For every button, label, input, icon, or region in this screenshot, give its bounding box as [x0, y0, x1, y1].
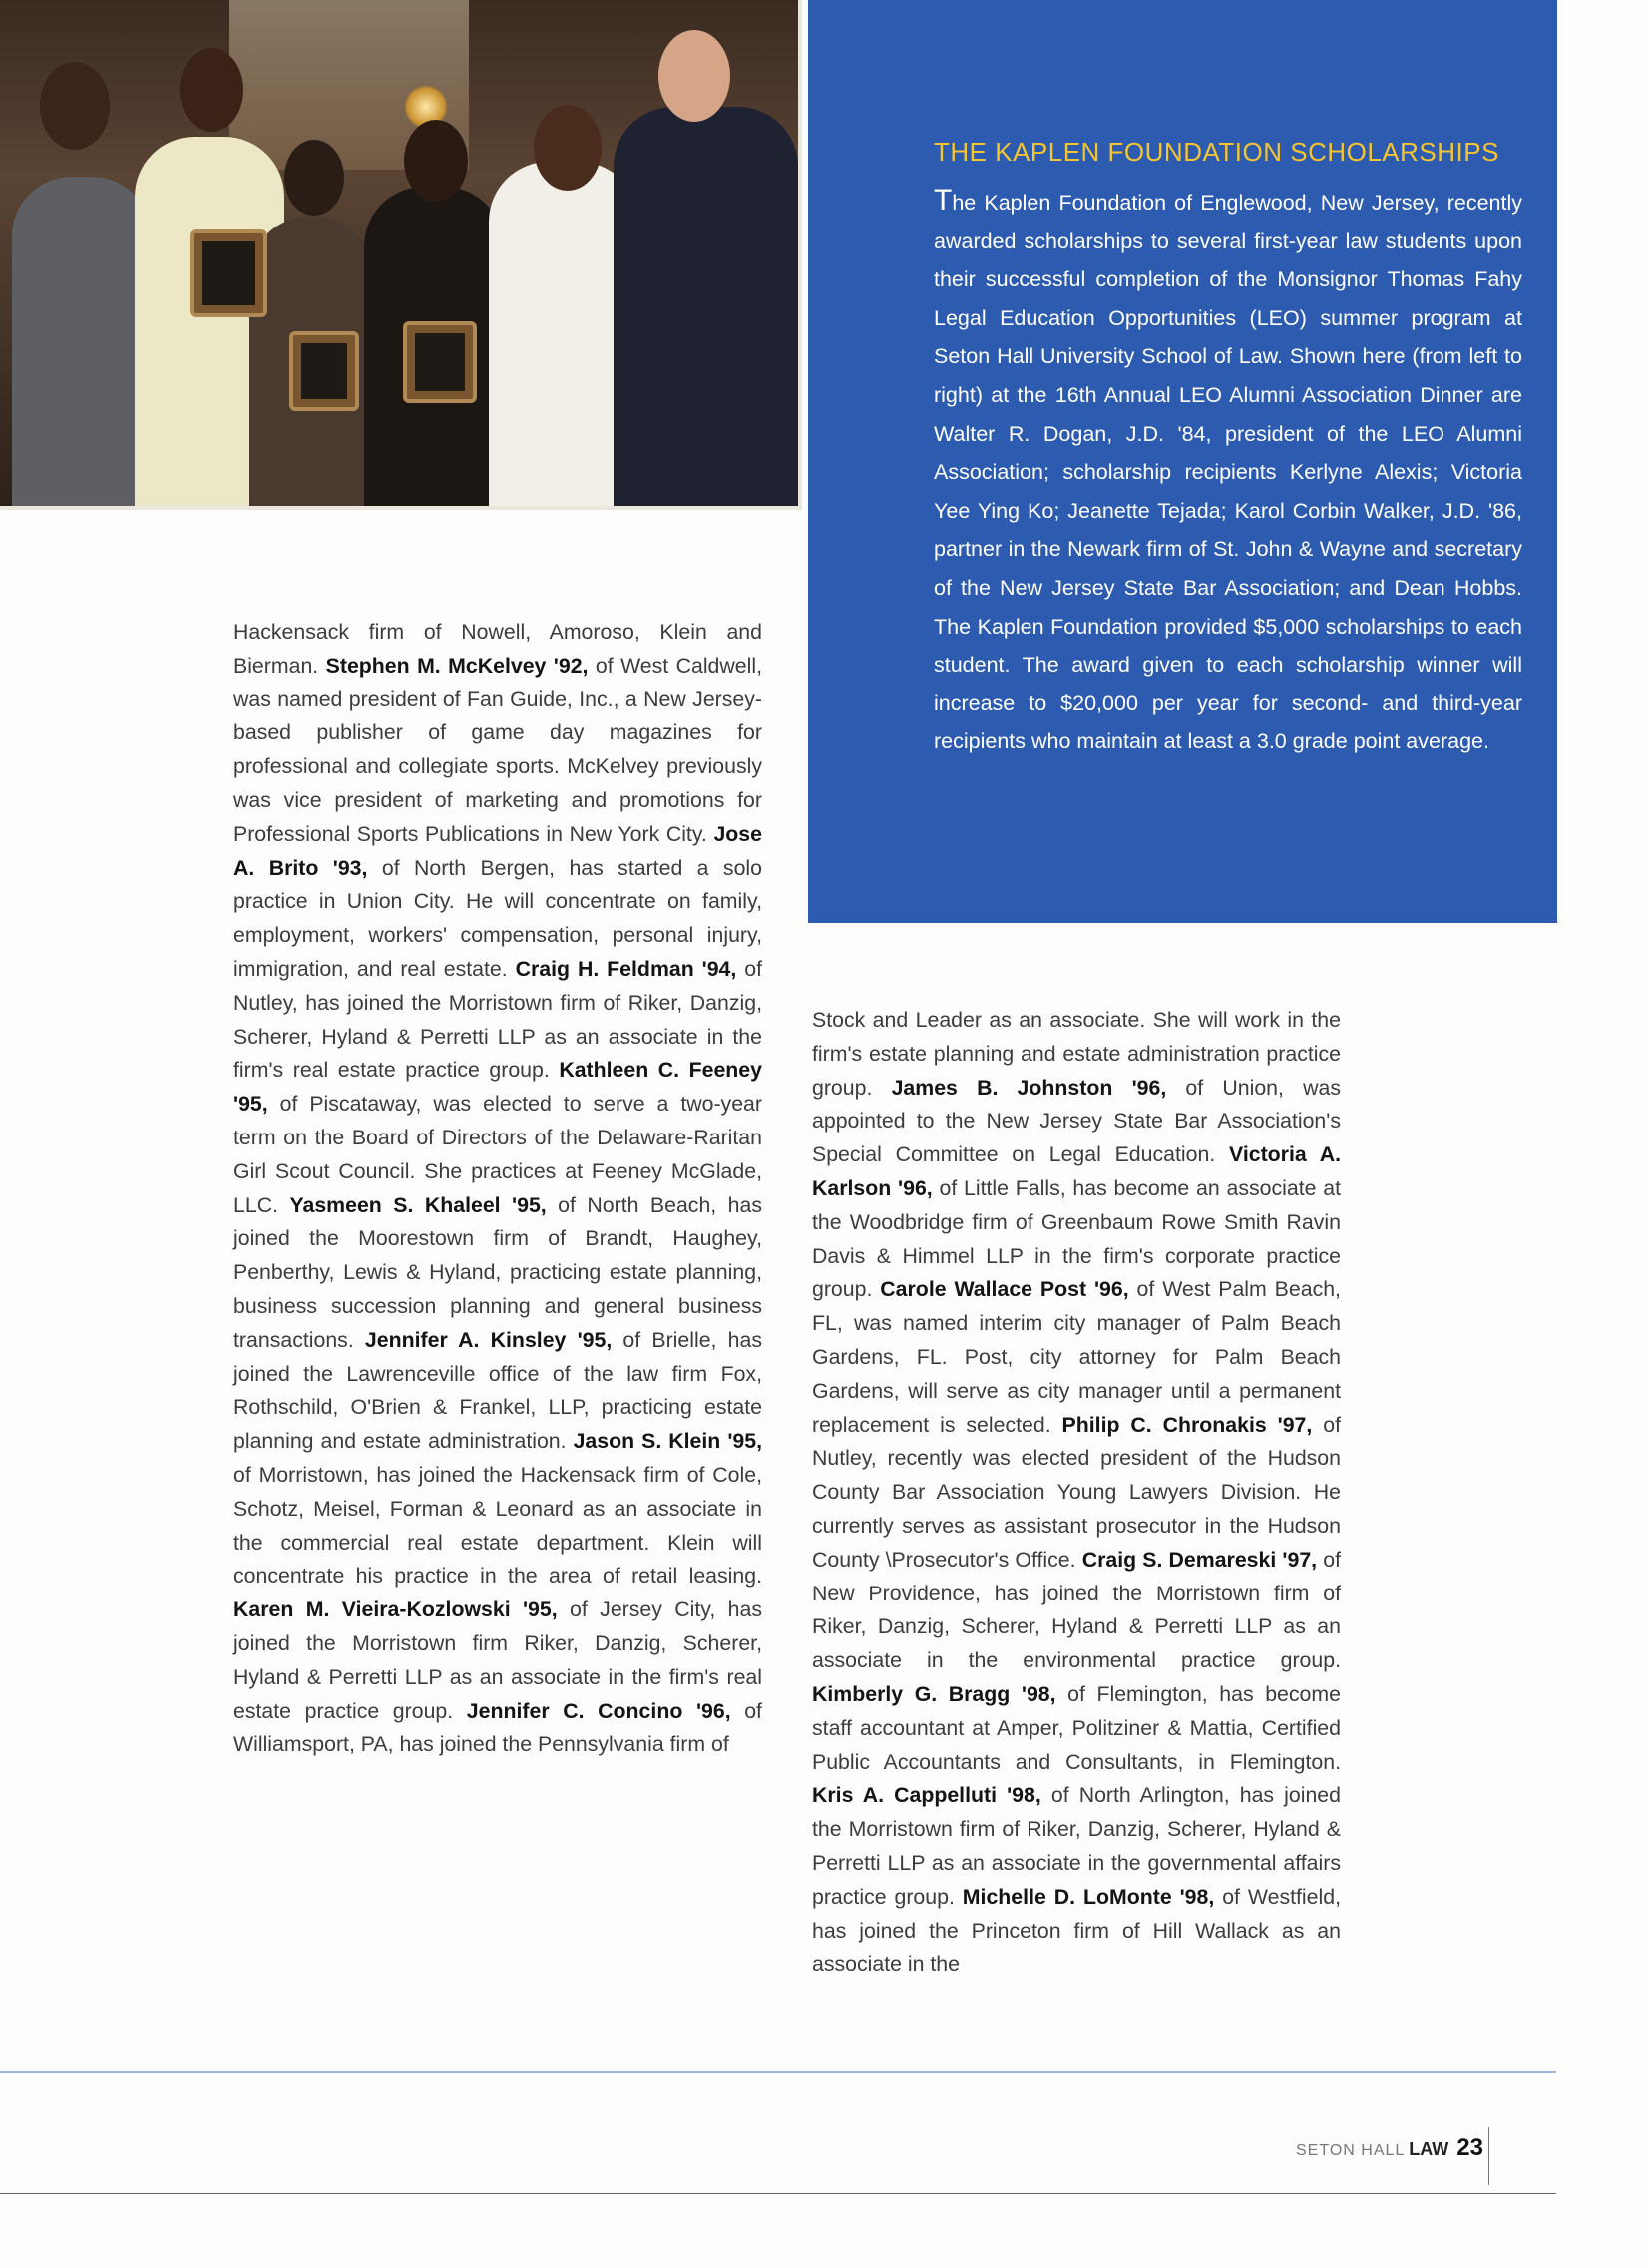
person-1-head: [40, 62, 110, 150]
sidebar-body-text: he Kaplen Foundation of Englewood, New Jersey, recently awarded scholarships to several first-year law students upon their successful completion of the Monsignor Thomas Fahy Legal Education Opportunities (LEO) summer program at Seton Hall University School of Law. Shown here (from left to right) at the 16th Annual LEO Alumni Association Dinner are Walter R. Dogan, J.D. '84, president of the LEO Alumni Association; scholarship recipients Kerlyne Alexis; Victoria Yee Ying Ko; Jeanette Tejada; Karol Corbin Walker, J.D. '86, partner in the Newark firm of St. John & Wayne and secretary of the New Jersey State Bar Association; and Dean Hobbs. The Kaplen Foundation provided $5,000 scholarships to each student. The award given to each scholarship winner will increase to $20,000 per year for second- and third-year recipients who maintain at least a 3.0 grade point average.: [934, 191, 1522, 754]
person-6-head: [658, 30, 730, 122]
alumni-note-text: of West Caldwell, was named president of Fan Guide, Inc., a New Jersey-based publisher of game day magazines for professional and collegiate sports. McKelvey previously was vice president of marketing and promotions for Professional Sports Publications in New York City.: [233, 653, 763, 846]
alumni-note-text: of Jersey City, has joined the Morristown firm Riker, Danzig, Scherer, Hyland & Perretti LLP as an associate in the firm's real estate practice group.: [233, 1597, 762, 1723]
alumnus-name: Karen M. Vieira-Kozlowski '95,: [233, 1597, 558, 1622]
alumni-note-text: of Nutley, has joined the Morristown firm of Riker, Danzig, Scherer, Hyland & Perretti LLP as an associate in the firm's real estate practice group.: [233, 956, 763, 1083]
alumni-notes-column-1: [233, 616, 762, 1762]
alumni-note-text: of Morristown, has joined the Hackensack firm of Cole, Schotz, Meisel, Forman & Leonard as an associate in the commercial real estate department. Klein will concentrate his practice in the area of retail leasing.: [233, 1462, 762, 1588]
alumni-note-text: of Nutley, recently was elected president of the Hudson County Bar Association Young Lawyers Division. He currently serves as assistant prosecutor in the Hudson County \Prosecutor's Office.: [812, 1412, 1341, 1572]
alumnus-name: Kathleen C. Feeney '95,: [233, 1058, 762, 1117]
alumnus-name: Kimberly G. Bragg '98,: [812, 1681, 1056, 1706]
sidebar-body: [934, 182, 1522, 761]
alumnus-name: Jason S. Klein '95,: [573, 1429, 762, 1454]
award-plaque: [190, 229, 267, 317]
footer-divider-bottom: [0, 2193, 1556, 2194]
alumnus-name: Jennifer A. Kinsley '95,: [364, 1327, 613, 1352]
alumni-note-text: of North Beach, has joined the Moorestown firm of Brandt, Haughey, Penberthy, Lewis & Hyland, practicing estate planning, business succession planning and general business transactions.: [233, 1192, 763, 1352]
alumnus-name: Craig H. Feldman '94,: [515, 956, 737, 981]
alumni-note-text: of West Palm Beach, FL, was named interim city manager of Palm Beach Gardens, FL. Post, city attorney for Palm Beach Gardens, will serve as city manager until a permanent replacement is selected.: [812, 1277, 1341, 1437]
alumnus-name: Stephen M. McKelvey '92,: [325, 653, 589, 678]
alumni-note-text: of Williamsport, PA, has joined the Pennsylvania firm of: [233, 1698, 762, 1757]
page-number: 23: [1456, 2134, 1483, 2161]
alumni-note-text: of Little Falls, has become an associate at the Woodbridge firm of Greenbaum Rowe Smith Ravin Davis & Himmel LLP in the firm's corporate practice group.: [812, 1175, 1341, 1302]
alumnus-name: Michelle D. LoMonte '98,: [962, 1884, 1215, 1909]
award-plaque: [289, 331, 359, 411]
alumnus-name: Carole Wallace Post '96,: [880, 1277, 1129, 1302]
alumnus-name: Victoria A. Karlson '96,: [812, 1142, 1341, 1200]
alumni-note-text: of Piscataway, was elected to serve a two-year term on the Board of Directors of the Delaware-Raritan Girl Scout Council. She practices at Feeney McGlade, LLC.: [233, 1092, 762, 1217]
alumni-note-text: of Brielle, has joined the Lawrenceville office of the law firm Fox, Rothschild, O'Brien & Frankel, LLP, practicing estate planning and estate administration.: [233, 1327, 762, 1454]
scholarship-photo: [0, 0, 802, 510]
footer-magazine-name: SETON HALL: [1296, 2142, 1406, 2159]
sidebar-dropcap: T: [934, 184, 953, 217]
alumnus-name: Jose A. Brito '93,: [233, 821, 762, 880]
alumni-note-text: Stock and Leader as an associate. She will work in the firm's estate planning and estate administration practice group.: [812, 1008, 1341, 1100]
alumnus-name: Philip C. Chronakis '97,: [1061, 1412, 1313, 1437]
page-footer: [1296, 2134, 1483, 2162]
alumni-notes-column-2: [812, 1004, 1341, 1982]
alumnus-name: Jennifer C. Concino '96,: [466, 1698, 731, 1723]
person-6: [614, 107, 798, 506]
person-5-head: [534, 105, 602, 191]
alumni-note-text: of Westfield, has joined the Princeton firm of Hill Wallack as an associate in the: [812, 1884, 1341, 1977]
footer-divider-blue: [0, 2071, 1556, 2073]
alumni-note-text: of New Providence, has joined the Morristown firm of Riker, Danzig, Scherer, Hyland & Perretti LLP as an associate in the environmental practice group.: [812, 1547, 1341, 1673]
alumnus-name: James B. Johnston '96,: [891, 1075, 1167, 1100]
footer-vertical-rule: [1488, 2127, 1489, 2185]
alumnus-name: Craig S. Demareski '97,: [1081, 1547, 1318, 1572]
award-plaque: [403, 321, 477, 403]
alumni-note-text: Hackensack firm of Nowell, Amoroso, Klein and Bierman.: [233, 620, 762, 678]
alumni-note-text: of Flemington, has become staff accountant at Amper, Politziner & Mattia, Certified Public Accountants and Consultants, in Flemington.: [812, 1681, 1341, 1774]
sidebar-title: THE KAPLEN FOUNDATION SCHOLARSHIPS: [934, 137, 1499, 167]
alumnus-name: Kris A. Cappelluti '98,: [812, 1783, 1041, 1808]
person-3-head: [284, 140, 344, 216]
scholarship-sidebar: [808, 0, 1557, 923]
person-2-head: [180, 48, 243, 132]
person-4-head: [404, 120, 468, 202]
alumni-note-text: of North Arlington, has joined the Morristown firm of Riker, Danzig, Scherer, Hyland & Perretti LLP as an associate in the governmental affairs practice group.: [812, 1783, 1341, 1909]
footer-law-label: LAW: [1409, 2139, 1449, 2159]
alumni-note-text: of Union, was appointed to the New Jersey State Bar Association's Special Committee on Legal Education.: [812, 1075, 1341, 1167]
person-1: [12, 177, 152, 506]
alumni-note-text: of North Bergen, has started a solo practice in Union City. He will concentrate on family, employment, workers' compensation, personal injury, immigration, and real estate.: [233, 855, 762, 981]
alumnus-name: Yasmeen S. Khaleel '95,: [289, 1192, 547, 1217]
